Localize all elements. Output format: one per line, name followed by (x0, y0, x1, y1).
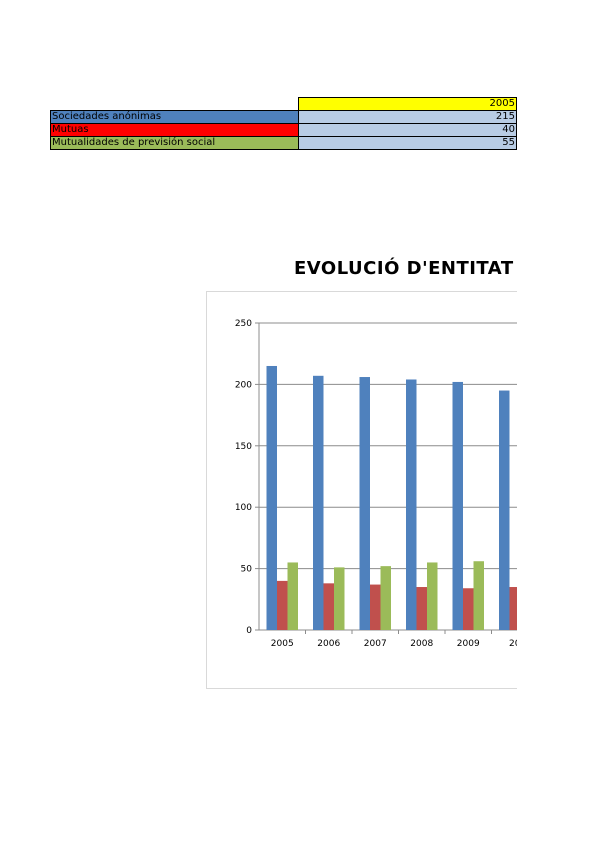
chart-title: EVOLUCIÓ D'ENTITAT (294, 258, 514, 279)
y-tick-label: 150 (234, 441, 252, 452)
y-tick-label: 100 (234, 503, 252, 514)
bar (288, 562, 299, 630)
bar (499, 391, 510, 630)
row-label-mutuas[interactable]: Mutuas (51, 124, 299, 137)
x-tick-label: 2007 (363, 639, 387, 649)
row-label-mutualidades[interactable]: Mutualidades de previsión social (51, 137, 299, 150)
bar (324, 583, 335, 630)
bar (417, 587, 428, 630)
row-value-mutuas[interactable]: 40 (299, 124, 517, 137)
bar (360, 377, 371, 630)
y-tick-label: 50 (240, 564, 252, 575)
x-tick-label: 2006 (317, 639, 341, 649)
bar (381, 566, 392, 630)
bar (406, 379, 417, 630)
bar (334, 567, 345, 630)
bar (463, 588, 474, 630)
bar (267, 366, 278, 630)
x-tick-label: 2009 (456, 639, 480, 649)
y-tick-label: 200 (234, 380, 252, 391)
x-tick-label: 20 (509, 639, 521, 649)
y-tick-label: 0 (246, 626, 252, 636)
x-tick-label: 2008 (410, 639, 434, 649)
bar (370, 585, 381, 630)
row-value-sociedades[interactable]: 215 (299, 111, 517, 124)
bar (313, 376, 324, 630)
bar (427, 562, 438, 630)
x-tick-label: 2005 (270, 639, 294, 649)
year-header-cell[interactable]: 2005 (299, 98, 517, 111)
y-tick-label: 250 (234, 319, 252, 329)
row-value-mutualidades[interactable]: 55 (299, 137, 517, 150)
bar (474, 561, 485, 630)
bar (453, 382, 464, 630)
bar (510, 587, 518, 630)
row-label-sociedades[interactable]: Sociedades anónimas (51, 111, 299, 124)
bar (277, 581, 288, 630)
